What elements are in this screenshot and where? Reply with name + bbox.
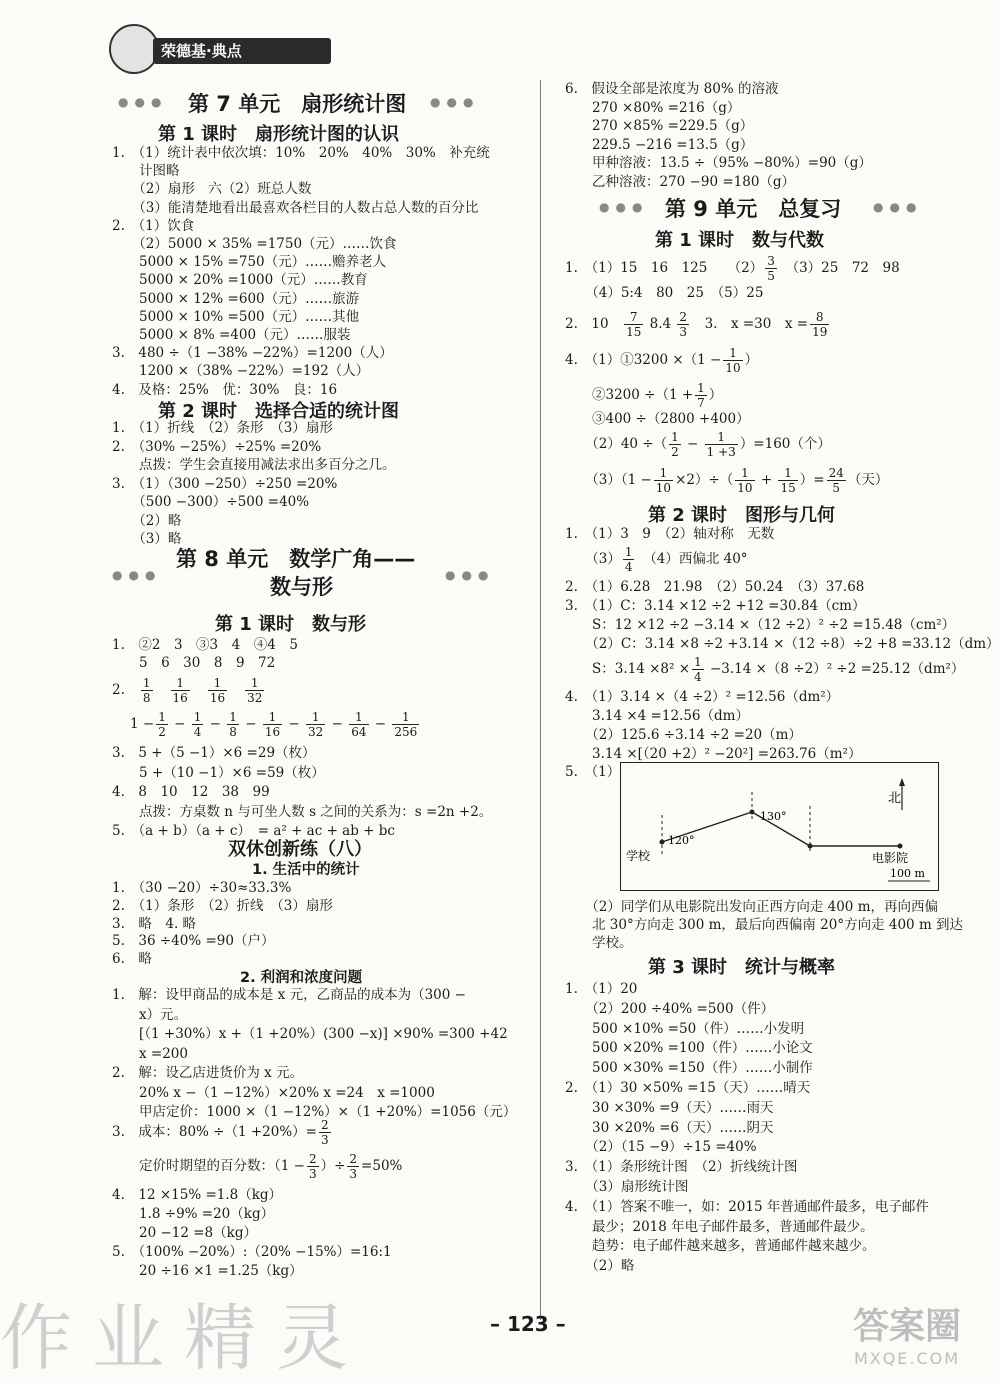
fraction-denominator: 15 <box>780 481 796 495</box>
text-fragment: 定价时期望的百分数：（1 − <box>112 1158 305 1174</box>
answer-line: 点拨：学生会直接用减法求出多百分之几。 <box>112 457 396 473</box>
fraction-denominator: 4 <box>193 725 202 739</box>
answer-line: 4. 及格：25% 优：30% 良：16 <box>112 381 338 398</box>
g-answer-q3-area <box>565 655 964 684</box>
answer-q2-fractions <box>112 676 266 705</box>
answer-line: 3. 略 4. 略 <box>112 915 197 932</box>
fraction-numerator: 2 <box>321 1118 329 1132</box>
route-map <box>620 762 940 892</box>
answer-line: （500 −300）÷500 =40% <box>112 494 310 510</box>
page-number-value: 123 <box>506 1312 549 1336</box>
minus-sign: − <box>169 716 190 732</box>
text-fragment: （3）25 72 98 <box>778 260 900 276</box>
answer-line: 3. 480 ÷（1 −38% −22%）=1200（人） <box>112 345 393 362</box>
fraction <box>208 676 227 705</box>
minus-sign: − <box>327 716 348 732</box>
text-fragment: （2）40 ÷（ <box>565 436 668 452</box>
answer-line: 3.14 ×[（20 +2）² −20²] =263.76（m²） <box>565 746 862 762</box>
text-fragment: 1 − <box>130 716 155 732</box>
answer-line: 5000 × 12% =600（元）……旅游 <box>112 290 360 307</box>
answer-line: 2. （1）条形 （2）折线 （3）扇形 <box>112 897 333 914</box>
answer-line: 5000 × 15% =750（元）……赡养老人 <box>112 254 387 271</box>
answer-line: 2. （30% −25%）÷25% =20% <box>112 438 322 455</box>
answer-line: 1. （30 −20）÷30≈33.3% <box>112 880 292 896</box>
text-fragment: 2. <box>112 682 125 698</box>
decor-dots: ●●● <box>430 95 480 109</box>
answer-line: 1. （1）20 <box>565 981 638 997</box>
cinema-label: 电影院 <box>872 851 909 865</box>
text-fragment: 8.4 <box>649 316 672 332</box>
fraction-denominator: 3 <box>321 1133 329 1147</box>
text-fragment: − <box>682 436 703 452</box>
fraction-denominator: 8 <box>142 691 151 705</box>
answer-line: 4. 8 10 12 38 99 <box>112 784 270 800</box>
fraction-numerator: 1 <box>735 466 754 481</box>
answer-line: 北 30°方向走 300 m，最后向西偏南 20°方向走 400 m 到达 <box>565 917 964 933</box>
answer-line: （2）200 ÷40% =500（件） <box>565 1000 775 1017</box>
fraction-denominator: 4 <box>624 560 633 574</box>
fraction-denominator: 10 <box>737 481 753 495</box>
fraction <box>156 710 168 739</box>
u8-lesson1-title: 第 1 课时 数与形 <box>215 614 367 635</box>
answer-q2-expression <box>130 710 421 739</box>
fraction <box>827 466 846 495</box>
fraction-numerator: 1 <box>158 710 166 724</box>
fraction <box>695 381 707 410</box>
turn2-point <box>808 844 813 849</box>
answer-line: （2）5000 × 35% =1750（元）……饮食 <box>112 236 397 252</box>
fraction-numerator: 3 <box>767 254 775 268</box>
r-answer-q4-5 <box>565 466 888 495</box>
u7-lesson1-title: 第 1 课时 扇形统计图的认识 <box>158 124 400 145</box>
text-fragment: ） <box>744 352 759 368</box>
answer-line: 乙种溶液：270 −90 =180（g） <box>565 173 796 190</box>
answer-line: 3. 5 +（5 −1）×6 =29（枚） <box>112 745 316 761</box>
fraction <box>810 310 829 339</box>
answer-line: 5. （a + b）（a + c） = a² + ac + ab + bc <box>112 823 395 839</box>
answer-line: 5. 36 ÷40% =90（户） <box>112 933 275 950</box>
minus-sign: − <box>370 716 391 732</box>
fraction-numerator: 1 <box>263 710 282 725</box>
answer-line: （2）（15 −9）÷15 =40% <box>565 1139 757 1156</box>
u9-lesson3-title: 第 3 课时 统计与概率 <box>648 957 836 978</box>
fraction-numerator: 1 <box>654 466 673 481</box>
answer-line: 1. （1）统计表中依次填：10% 20% 40% 30% 补充统 <box>112 145 490 161</box>
fraction <box>192 710 204 739</box>
fraction <box>705 430 738 459</box>
answer-line: （2）略 <box>565 1258 635 1275</box>
r-answer-q4-4 <box>565 430 831 459</box>
brand-name: 荣德基·典点 <box>153 38 331 64</box>
answer-line: 甲种溶液：13.5 ÷（95% −80%）=90（g） <box>565 155 872 171</box>
answer-line: 229.5 −216 =13.5（g） <box>565 136 754 153</box>
fraction-numerator: 2 <box>679 310 688 324</box>
fraction-numerator: 8 <box>810 310 829 325</box>
answer-line: 6. 略 <box>112 951 152 968</box>
answer-line: 5000 × 8% =400（元）……服装 <box>112 327 351 343</box>
fraction-numerator: 1 <box>171 676 190 691</box>
answer-line: 5 +（10 −1）×6 =59（枚） <box>112 764 325 781</box>
answer-line: 30 ×20% =6（天）……阴天 <box>565 1119 774 1136</box>
g-answer-q5-label: 5. （1） <box>565 764 621 780</box>
fraction <box>765 254 777 283</box>
text-fragment: ）÷ <box>320 1158 346 1174</box>
fraction-numerator: 1 <box>208 676 227 691</box>
fraction-denominator: 4 <box>694 670 702 684</box>
answer-line: 2. （1）30 ×50% =15（天）……晴天 <box>565 1080 811 1096</box>
text-fragment: + <box>756 472 777 488</box>
minus-sign: − <box>205 716 226 732</box>
watermark-url: MXQE.COM <box>853 1349 961 1368</box>
answer-line: x =200 <box>112 1045 188 1062</box>
fraction-numerator: 1 <box>671 430 679 444</box>
fraction-denominator: 16 <box>172 691 188 705</box>
school-point <box>660 840 665 845</box>
fraction-numerator: 24 <box>828 466 844 480</box>
answer-line: 500 ×20% =100（件）……小论文 <box>565 1040 813 1057</box>
fraction-numerator: 2 <box>308 1152 317 1166</box>
answer-line: （3）扇形统计图 <box>565 1179 689 1195</box>
fraction <box>245 676 264 705</box>
fraction <box>677 310 689 339</box>
answer-line: 20% x −（1 −12%）×20% x =24 x =1000 <box>112 1084 435 1101</box>
answer-line: 最少；2018 年电子邮件最多，普通邮件最少。 <box>565 1218 874 1235</box>
fraction <box>263 710 282 739</box>
text-fragment: −3.14 ×（8 ÷2）² ÷2 =25.12（dm²） <box>705 661 965 677</box>
text-fragment: 4. （1）①3200 ×（1 − <box>565 352 722 368</box>
u9-lesson2-title: 第 2 课时 图形与几何 <box>648 505 836 526</box>
fraction <box>171 676 190 705</box>
answer-line: S：12 ×12 ÷2 −3.14 ×（12 ÷2）² ÷2 =15.48（cm²） <box>565 617 956 633</box>
answer-line: 5000 × 10% =500（元）……其他 <box>112 308 360 325</box>
brand-logo <box>105 24 330 72</box>
r-answer-q1 <box>565 254 900 283</box>
spacer <box>671 316 675 332</box>
fraction-numerator: 1 <box>193 710 202 724</box>
fraction <box>306 710 325 739</box>
fraction <box>735 466 754 495</box>
fraction-denominator: 2 <box>158 725 166 739</box>
answer-line: 3.14 ×4 =12.56（dm） <box>565 708 749 724</box>
answer-line: 5 6 30 8 9 72 <box>112 655 276 671</box>
minus-sign: − <box>284 716 305 732</box>
text-fragment: 3. 成本：80% ÷（1 +20%）= <box>112 1124 317 1140</box>
unit8-title-line2: 数与形 <box>270 575 333 599</box>
answer-line: 4. 12 ×15% =1.8（kg） <box>112 1187 283 1203</box>
school-label: 学校 <box>626 849 651 863</box>
fraction-denominator: 15 <box>626 325 642 339</box>
fraction <box>623 545 635 574</box>
unit8-title-line1: 第 8 单元 数学广角—— <box>176 547 416 571</box>
decor-dots: ●●● <box>445 568 495 582</box>
fraction-numerator: 1 <box>349 710 368 725</box>
r-answer-q4-1 <box>565 346 758 375</box>
fraction-numerator: 1 <box>306 710 325 725</box>
fraction-denominator: 256 <box>394 725 418 739</box>
answer-line: 2. （1）饮食 <box>112 217 195 234</box>
angle1-label: 120° <box>668 834 695 847</box>
text-fragment: ）= <box>799 472 825 488</box>
answer-line: 5000 × 20% =1000（元）……教育 <box>112 272 368 289</box>
text-fragment: ×2）÷（ <box>675 472 734 488</box>
text-fragment: ） <box>708 387 723 403</box>
fraction-numerator: 1 <box>392 710 419 725</box>
fraction-numerator: 7 <box>624 310 643 325</box>
spacer <box>609 316 623 332</box>
fraction-denominator: 16 <box>209 691 226 705</box>
text-fragment: ②3200 ÷（1 + <box>565 387 694 403</box>
fraction-denominator: 1 +3 <box>706 445 736 459</box>
answer-line: 1. ②2 3 ③3 4 ④4 5 <box>112 637 298 653</box>
answer-line: 学校。 <box>565 935 633 951</box>
answer-line: 3. （1）条形统计图 （2）折线统计图 <box>565 1159 798 1176</box>
answer-line: 4. （1）答案不唯一，如：2015 年普通邮件最多，电子邮件 <box>565 1198 929 1215</box>
fraction-numerator: 1 <box>697 381 705 395</box>
answer-line: （2）扇形 六（2）班总人数 <box>112 181 312 198</box>
unit9-title: 第 9 单元 总复习 <box>665 197 842 221</box>
fraction <box>723 346 742 375</box>
answer-line: 20 ÷16 ×1 =1.25（kg） <box>112 1263 303 1279</box>
turn1-point <box>750 810 755 815</box>
angle2-label: 130° <box>760 810 787 823</box>
fraction-numerator: 1 <box>723 346 742 361</box>
fraction-denominator: 5 <box>767 269 775 283</box>
answer-line: 1. 解：设甲商品的成本是 x 元，乙商品的成本为（300 − <box>112 987 466 1003</box>
r-answer-q1b: （4）5:4 80 25 （5）25 <box>565 285 764 301</box>
answer-line: 计图略 <box>112 163 180 180</box>
fraction <box>227 710 239 739</box>
text-fragment: 2. 10 <box>565 316 609 332</box>
answer-line: 270 ×80% =216（g） <box>565 99 741 116</box>
answer-line: （3）能清楚地看出最喜欢各栏目的人数占总人数的百分比 <box>112 199 479 216</box>
answer-line: [（1 +30%）x +（1 +20%）(300 −x)] ×90% =300 +42 <box>112 1026 508 1042</box>
answer-line: （3）略 <box>112 531 182 547</box>
answer-line: （2）同学们从电影院出发向正西方向走 400 m，再向西偏 <box>565 899 938 915</box>
decor-dots: ●●● <box>599 200 649 214</box>
fraction-numerator: 2 <box>349 1152 358 1166</box>
answer-line: 6. 假设全部是浓度为 80% 的溶液 <box>565 81 779 97</box>
fraction-denominator: 32 <box>308 725 324 739</box>
answer-line: 270 ×85% =229.5（g） <box>565 118 754 134</box>
answer-line: 4. （1）3.14 ×（4 ÷2）² =12.56（dm²） <box>565 689 840 705</box>
text-fragment: =50% <box>361 1158 403 1174</box>
fraction <box>624 310 643 339</box>
answer-line: 1.8 ÷9% =20（kg） <box>112 1206 275 1222</box>
fraction-numerator: 1 <box>229 710 237 724</box>
answer-line: 3. （1）（300 −250）÷250 =20% <box>112 475 338 492</box>
answer-q3-cost <box>112 1118 333 1147</box>
decor-dots: ●●● <box>118 95 168 109</box>
answer-line: 3. （1）C：3.14 ×12 ÷2 +12 =30.84（cm） <box>565 598 866 614</box>
fraction-numerator: 1 <box>624 545 633 559</box>
text-fragment: S：3.14 ×8² × <box>565 661 691 677</box>
fraction-numerator: 1 <box>778 466 797 481</box>
answer-line: 500 ×30% =150（件）……小制作 <box>565 1060 813 1077</box>
answer-line: （2）略 <box>112 512 182 529</box>
mascot-icon <box>109 24 159 74</box>
answer-line: 1. （1）折线 （2）条形 （3）扇形 <box>112 420 333 436</box>
answer-line: 20 −12 =8（kg） <box>112 1225 257 1241</box>
r-answer-q2-q3 <box>565 310 831 339</box>
answer-line: 1200 ×（38% −22%）=192（人） <box>112 363 370 380</box>
fraction-numerator: 1 <box>245 676 264 691</box>
watermark-title: 答案圈 <box>852 1306 961 1347</box>
page-number: – 123 – <box>490 1312 566 1336</box>
fraction <box>319 1118 331 1147</box>
fraction-denominator: 10 <box>655 481 672 495</box>
watermark-left: 作业精灵 <box>0 1296 369 1380</box>
fraction-numerator: 1 <box>142 676 151 690</box>
answer-line: 2. 解：设乙店进货价为 x 元。 <box>112 1065 304 1081</box>
decor-dots: ●●● <box>112 568 162 582</box>
answer-line: （2）C：3.14 ×8 ÷2 +3.14 ×（12 ÷8）÷2 +8 =33.12（dm） <box>565 636 1000 652</box>
fraction <box>392 710 419 739</box>
fraction <box>347 1152 359 1181</box>
r-answer-q4-2 <box>565 381 722 410</box>
weekend-section2-title: 2. 利润和浓度问题 <box>240 970 363 986</box>
g-answer-q1b <box>565 545 748 574</box>
u7-lesson2-title: 第 2 课时 选择合适的统计图 <box>158 401 400 422</box>
fraction <box>349 710 368 739</box>
fraction-denominator: 10 <box>725 361 741 375</box>
fraction-denominator: 16 <box>264 725 281 739</box>
north-arrow-head <box>899 778 905 786</box>
column-divider <box>540 80 541 1320</box>
answer-line: 趋势：电子邮件越来越多，普通邮件越来越少。 <box>565 1238 876 1255</box>
r-answer-q4-3: ③400 ÷（2800 +400） <box>565 411 750 427</box>
u9-lesson1-title: 第 1 课时 数与代数 <box>655 230 825 251</box>
fraction-numerator: 1 <box>694 655 702 669</box>
text-fragment: （4）西偏北 40° <box>636 551 748 567</box>
text-fragment: （天） <box>847 472 889 488</box>
text-fragment: 1. （1）15 16 125 （2） <box>565 260 764 276</box>
text-fragment: ）=160（个） <box>739 436 831 452</box>
cinema-point <box>898 844 903 849</box>
answer-line: 点拨：方桌数 n 与可坐人数 s 之间的关系为：s =2n +2。 <box>112 803 493 820</box>
answer-line: 30 ×30% =9（天）……雨天 <box>565 1099 774 1116</box>
text-fragment: （3）（1 − <box>565 472 652 488</box>
text-fragment: （3） <box>565 551 621 567</box>
fraction-denominator: 7 <box>697 396 705 410</box>
fraction-denominator: 32 <box>247 691 263 705</box>
answer-line: （2）125.6 ÷3.14 ÷2 =20（m） <box>565 727 802 743</box>
fraction <box>307 1152 319 1181</box>
fraction-denominator: 3 <box>308 1167 317 1181</box>
fraction-denominator: 2 <box>671 445 679 459</box>
fraction-denominator: 5 <box>832 481 841 495</box>
decor-dots: ●●● <box>873 200 923 214</box>
answer-line: x）元。 <box>112 1006 188 1023</box>
watermark-right <box>822 1298 992 1368</box>
g-answer-q1a: 1. （1）3 9 （2）轴对称 无数 <box>565 526 775 542</box>
fraction <box>141 676 153 705</box>
spacer <box>691 316 705 332</box>
weekend-section1-title: 1. 生活中的统计 <box>252 862 360 878</box>
fraction-denominator: 3 <box>679 325 688 339</box>
text-fragment: 3. x =30 x = <box>704 316 809 332</box>
fraction-denominator: 64 <box>351 725 367 739</box>
answer-line: 2. （1）6.28 21.98 （2）50.24 （3）37.68 <box>565 579 865 595</box>
answer-line: 甲店定价：1000 ×（1 −12%）×（1 +20%）=1056（元） <box>112 1104 517 1120</box>
answer-line: 5. （100% −20%）:（20% −15%）=16:1 <box>112 1244 392 1260</box>
fraction <box>692 655 704 684</box>
answer-line: 500 ×10% =50（件）……小发明 <box>565 1020 805 1037</box>
unit7-title: 第 7 单元 扇形统计图 <box>188 92 407 116</box>
fraction-denominator: 8 <box>229 725 237 739</box>
fraction <box>669 430 681 459</box>
north-label: 北 <box>888 791 902 806</box>
fraction-denominator: 19 <box>812 325 828 339</box>
minus-sign: − <box>240 716 261 732</box>
weekend-title: 双休创新练（八） <box>228 839 372 860</box>
fraction <box>778 466 797 495</box>
fraction-denominator: 3 <box>349 1167 358 1181</box>
scale-label: 100 m <box>890 867 925 880</box>
fraction-numerator: 1 <box>705 430 738 445</box>
answer-q3-percent <box>112 1152 402 1181</box>
fraction <box>654 466 673 495</box>
